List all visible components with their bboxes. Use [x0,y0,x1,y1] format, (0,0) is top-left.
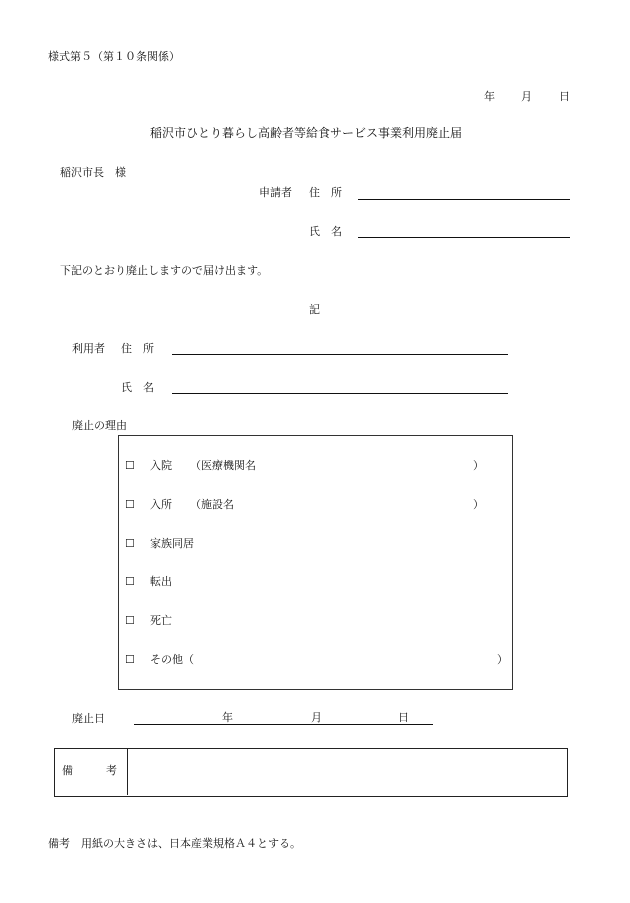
reason-option-moveout-label: 転出 [150,575,172,588]
applicant-label: 申請者 [259,186,292,199]
user-address-label: 住 所 [121,342,154,355]
abolition-date-month: 月 [311,711,322,724]
abolition-date-year: 年 [222,711,233,724]
user-address-field[interactable] [172,354,508,355]
footnote: 備考 用紙の大きさは、日本産業規格Ａ４とする。 [48,837,301,850]
reason-option-hospital-detail: （医療機関名 [190,459,256,472]
reason-option-death-label: 死亡 [150,614,172,627]
form-number: 様式第５（第１０条関係） [48,50,180,63]
abolition-date-field[interactable] [134,724,433,725]
date-year-label: 年 [484,90,495,103]
remarks-field[interactable] [129,750,565,794]
date-day-label: 日 [559,90,570,103]
applicant-name-field[interactable] [358,237,570,238]
form-title: 稲沢市ひとり暮らし高齢者等給食サービス事業利用廃止届 [150,126,463,140]
abolition-date-label: 廃止日 [72,712,105,725]
reason-option-hospital-checkbox[interactable]: ☐ [125,459,135,472]
user-name-label: 氏 名 [121,381,154,394]
ki-label: 記 [309,303,320,316]
reason-option-other-checkbox[interactable]: ☐ [125,653,135,666]
addressee: 稲沢市長 様 [60,166,126,179]
reason-title: 廃止の理由 [72,419,127,432]
remarks-label: 備 考 [62,764,117,777]
reason-option-family-label: 家族同居 [150,537,194,550]
reason-option-hospital-label: 入院 [150,459,172,472]
reason-option-facility-detail: （施設名 [190,498,234,511]
reason-option-facility-checkbox[interactable]: ☐ [125,498,135,511]
user-label: 利用者 [72,342,105,355]
reason-option-hospital-close: ） [473,459,484,472]
applicant-address-field[interactable] [358,199,570,200]
date-month-label: 月 [521,90,532,103]
abolition-date-day: 日 [398,711,409,724]
reason-option-facility-label: 入所 [150,498,172,511]
reason-option-death-checkbox[interactable]: ☐ [125,614,135,627]
applicant-address-label: 住 所 [309,186,342,199]
reason-box [118,435,513,690]
reason-option-other-label: その他（ [150,653,194,666]
statement: 下記のとおり廃止しますので届け出ます。 [60,264,269,277]
remarks-divider [127,748,128,795]
reason-option-facility-close: ） [473,498,484,511]
reason-option-other-close: ） [497,653,508,666]
reason-option-family-checkbox[interactable]: ☐ [125,537,135,550]
reason-option-moveout-checkbox[interactable]: ☐ [125,575,135,588]
applicant-name-label: 氏 名 [309,225,342,238]
user-name-field[interactable] [172,393,508,394]
